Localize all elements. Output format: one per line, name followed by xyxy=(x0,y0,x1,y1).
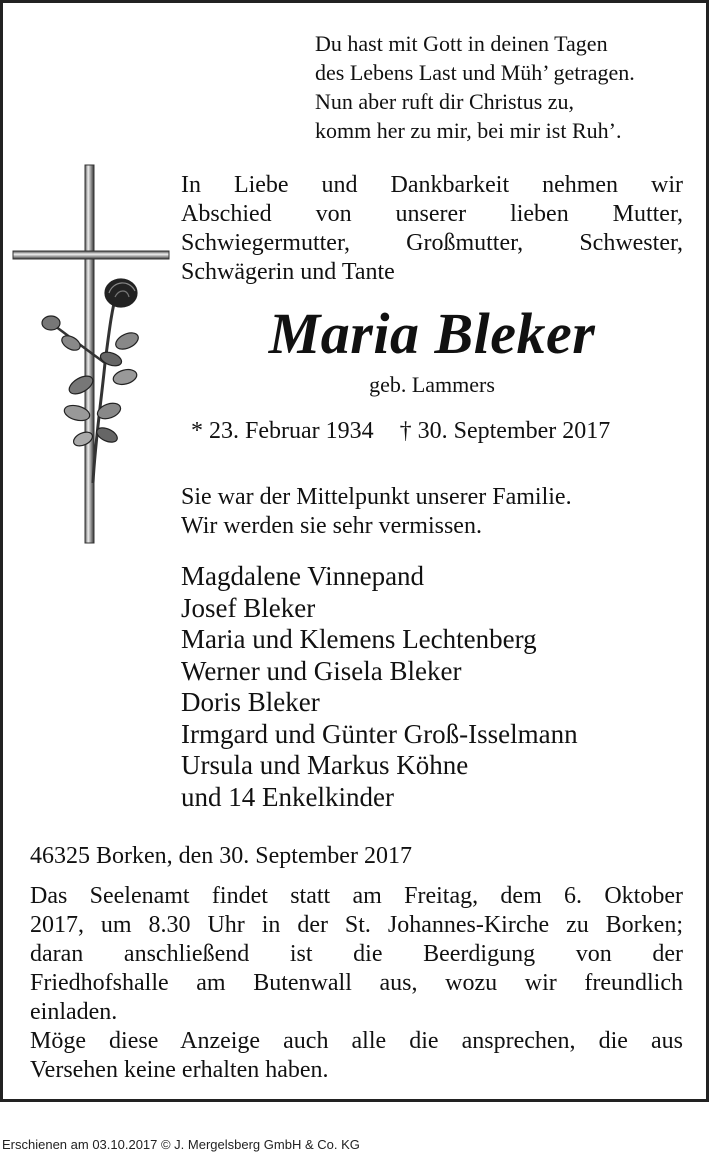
intro-line: In Liebe und Dankbarkeit nehmen wir xyxy=(181,172,683,198)
publication-footer: Erschienen am 03.10.2017 © J. Mergelsberg GmbH & Co. KG xyxy=(2,1137,360,1152)
service-line: Das Seelenamt findet statt am Freitag, dem 6. Oktober xyxy=(30,883,683,909)
service-line: Versehen keine erhalten haben. xyxy=(30,1057,329,1083)
deceased-name: Maria Bleker xyxy=(268,301,596,366)
death-date: † 30. September 2017 xyxy=(399,418,611,444)
mourners-list xyxy=(181,561,683,813)
mourner: Maria und Klemens Lechtenberg xyxy=(181,624,537,654)
mourner: Werner und Gisela Bleker xyxy=(181,655,462,686)
mourner: Doris Bleker xyxy=(181,687,320,717)
mourner: Josef Bleker xyxy=(181,592,316,623)
intro-text xyxy=(181,171,683,287)
poem-line: des Lebens Last und Müh’ getragen. xyxy=(315,60,635,85)
service-line: daran anschließend ist die Beerdigung von der xyxy=(30,941,683,967)
intro-line: Schwägerin und Tante xyxy=(181,259,395,285)
mourner: Irmgard und Günter Groß-Isselmann xyxy=(181,718,578,749)
motto-line: Wir werden sie sehr vermissen. xyxy=(181,513,482,539)
mourner: Magdalene Vinnepand xyxy=(181,561,425,591)
mourner: und 14 Enkelkinder xyxy=(181,781,394,812)
poem-line: Du hast mit Gott in deinen Tagen xyxy=(315,31,608,56)
intro-line: Schwiegermutter, Großmutter, Schwester, xyxy=(181,230,683,256)
birth-name: geb. Lammers xyxy=(369,372,495,397)
poem-line: komm her zu mir, bei mir ist Ruh’. xyxy=(315,118,622,143)
motto-line: Sie war der Mittelpunkt unserer Familie. xyxy=(181,484,572,510)
intro-line: Abschied von unserer lieben Mutter, xyxy=(181,201,683,227)
family-motto xyxy=(181,483,683,541)
mourner: Ursula und Markus Köhne xyxy=(181,750,469,780)
cross-rose-icon xyxy=(11,163,171,548)
service-line: 2017, um 8.30 Uhr in der St. Johannes-Kirche zu Borken; xyxy=(30,912,683,938)
service-info xyxy=(30,882,683,1085)
poem xyxy=(315,29,695,145)
life-dates xyxy=(191,416,683,446)
place-date: 46325 Borken, den 30. September 2017 xyxy=(30,843,412,869)
poem-line: Nun aber ruft dir Christus zu, xyxy=(315,89,575,114)
service-line: Möge diese Anzeige auch alle die ansprechen, die aus xyxy=(30,1028,683,1054)
birth-date: * 23. Februar 1934 xyxy=(191,418,374,444)
service-line: Friedhofshalle am Butenwall aus, wozu wir freundlich xyxy=(30,970,683,996)
service-line: einladen. xyxy=(30,999,118,1025)
